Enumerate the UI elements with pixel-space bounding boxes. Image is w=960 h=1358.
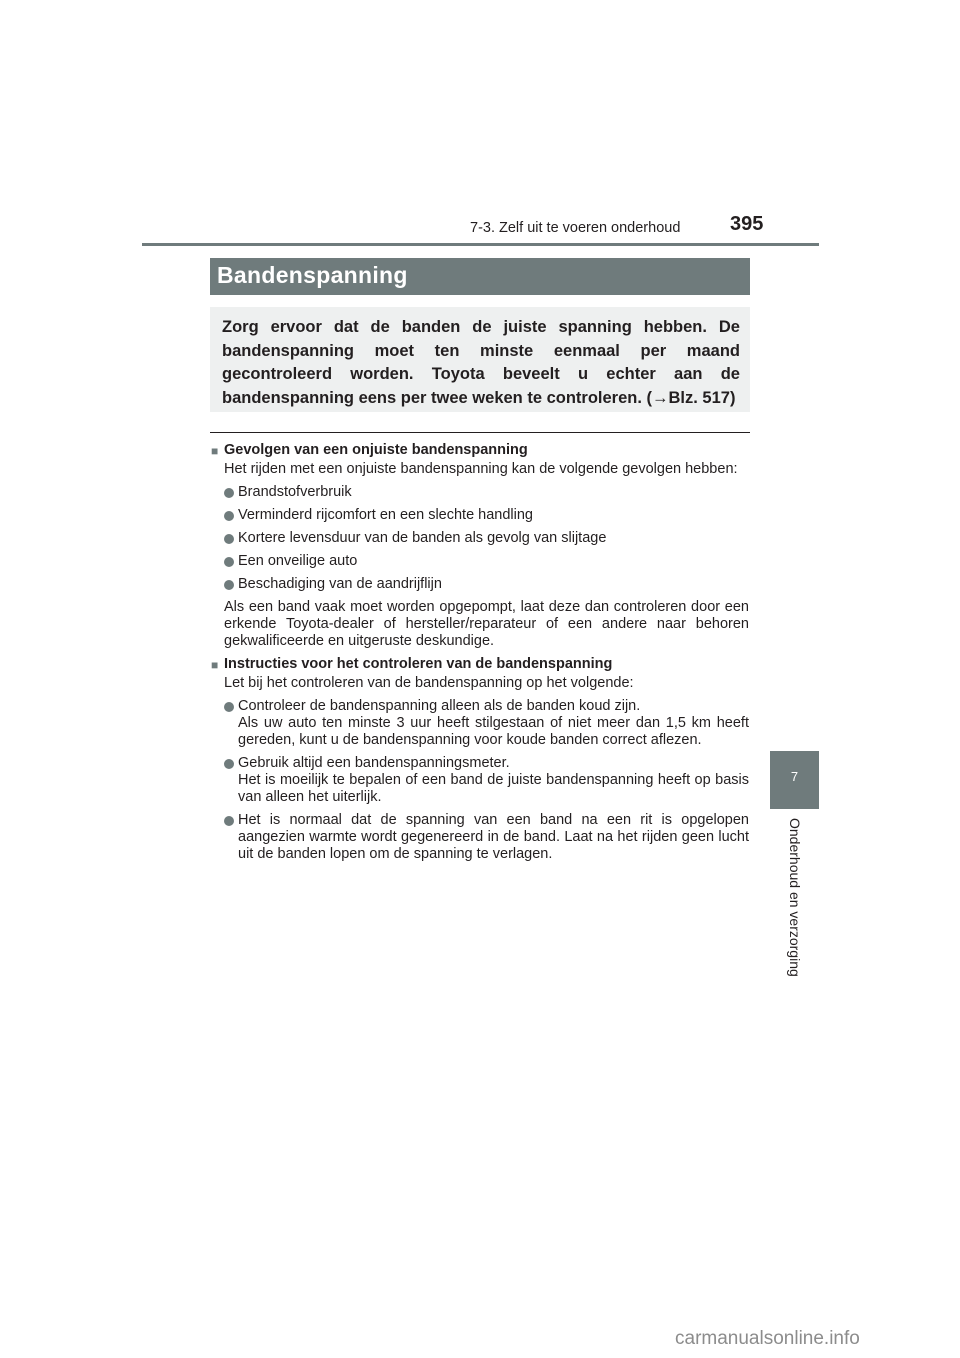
list-item xyxy=(211,576,749,593)
bullet-dot-icon xyxy=(224,816,234,826)
chapter-tab xyxy=(770,751,819,809)
list-item-text: Brandstofverbruik xyxy=(238,484,352,500)
bullet-dot-icon xyxy=(224,511,234,521)
list-item xyxy=(211,484,749,501)
chapter-number: 7 xyxy=(790,769,799,784)
list-item-text: Het is normaal dat de spanning van een band na een rit is opgelopen aangezien warmte wordt gegenereerd in de band. Laat na het rijden geen lucht uit de banden lopen om de spanning te verlagen. xyxy=(238,812,749,862)
list-item xyxy=(211,698,749,749)
page-number: 395 xyxy=(730,213,764,235)
chapter-label: Onderhoud en verzorging xyxy=(787,818,803,977)
section-outro: Als een band vaak moet worden opgepompt, laat deze dan controleren door een erkende Toyota-dealer of hersteller/reparateur of een andere naar behoren gekwalificeerde en uitgeruste deskundige. xyxy=(224,599,749,649)
list-item xyxy=(211,507,749,524)
section-intro: Let bij het controleren van de bandenspanning op het volgende: xyxy=(224,675,634,691)
header-divider xyxy=(142,243,819,246)
list-item-text: Een onveilige auto xyxy=(238,553,358,569)
bullet-dot-icon xyxy=(224,759,234,769)
list-item xyxy=(211,812,749,863)
section-title: 7-3. Zelf uit te voeren onderhoud xyxy=(470,220,681,236)
bullet-dot-icon xyxy=(224,580,234,590)
section-heading xyxy=(211,442,749,459)
bullet-dot-icon xyxy=(224,488,234,498)
list-item-text: Beschadiging van de aandrijflijn xyxy=(238,576,442,592)
bullet-dot-icon xyxy=(224,534,234,544)
list-item xyxy=(211,530,749,547)
list-item-text: Controleer de bandenspanning alleen als de banden koud zijn. xyxy=(238,698,641,714)
square-bullet-icon: ■ xyxy=(211,658,219,672)
page-title: Bandenspanning xyxy=(217,262,408,288)
list-item xyxy=(211,755,749,806)
list-item-text: Gebruik altijd een bandenspanningsmeter. xyxy=(238,755,510,771)
list-item-detail: Als uw auto ten minste 3 uur heeft stilgestaan of niet meer dan 1,5 km heeft gereden, kunt u de bandenspanning voor koude banden correct aflezen. xyxy=(238,715,749,748)
intro-box xyxy=(210,307,750,412)
page-title-bar xyxy=(210,258,750,295)
intro-text: Zorg ervoor dat de banden de juiste spanning hebben. De bandenspanning moet ten minste eenmaal per maand gecontroleerd worden. Toyota beveelt u echter aan de bandenspanning eens per twee weken te controleren. (→Blz. 517) xyxy=(222,318,740,407)
watermark: carmanualsonline.info xyxy=(675,1328,860,1349)
bullet-dot-icon xyxy=(224,557,234,567)
section-heading xyxy=(211,656,749,673)
bullet-dot-icon xyxy=(224,702,234,712)
square-bullet-icon: ■ xyxy=(211,444,219,458)
main-content xyxy=(211,442,749,869)
section-divider xyxy=(210,432,750,433)
list-item-text: Verminderd rijcomfort en een slechte handling xyxy=(238,507,533,523)
list-item-text: Kortere levensduur van de banden als gevolg van slijtage xyxy=(238,530,607,546)
list-item-detail: Het is moeilijk te bepalen of een band de juiste bandenspanning heeft op basis van alleen het uiterlijk. xyxy=(238,772,749,805)
section-intro: Het rijden met een onjuiste bandenspanning kan de volgende gevolgen hebben: xyxy=(224,461,738,477)
section-heading-text: Instructies voor het controleren van de bandenspanning xyxy=(224,656,613,672)
section-heading-text: Gevolgen van een onjuiste bandenspanning xyxy=(224,442,528,458)
list-item xyxy=(211,553,749,570)
